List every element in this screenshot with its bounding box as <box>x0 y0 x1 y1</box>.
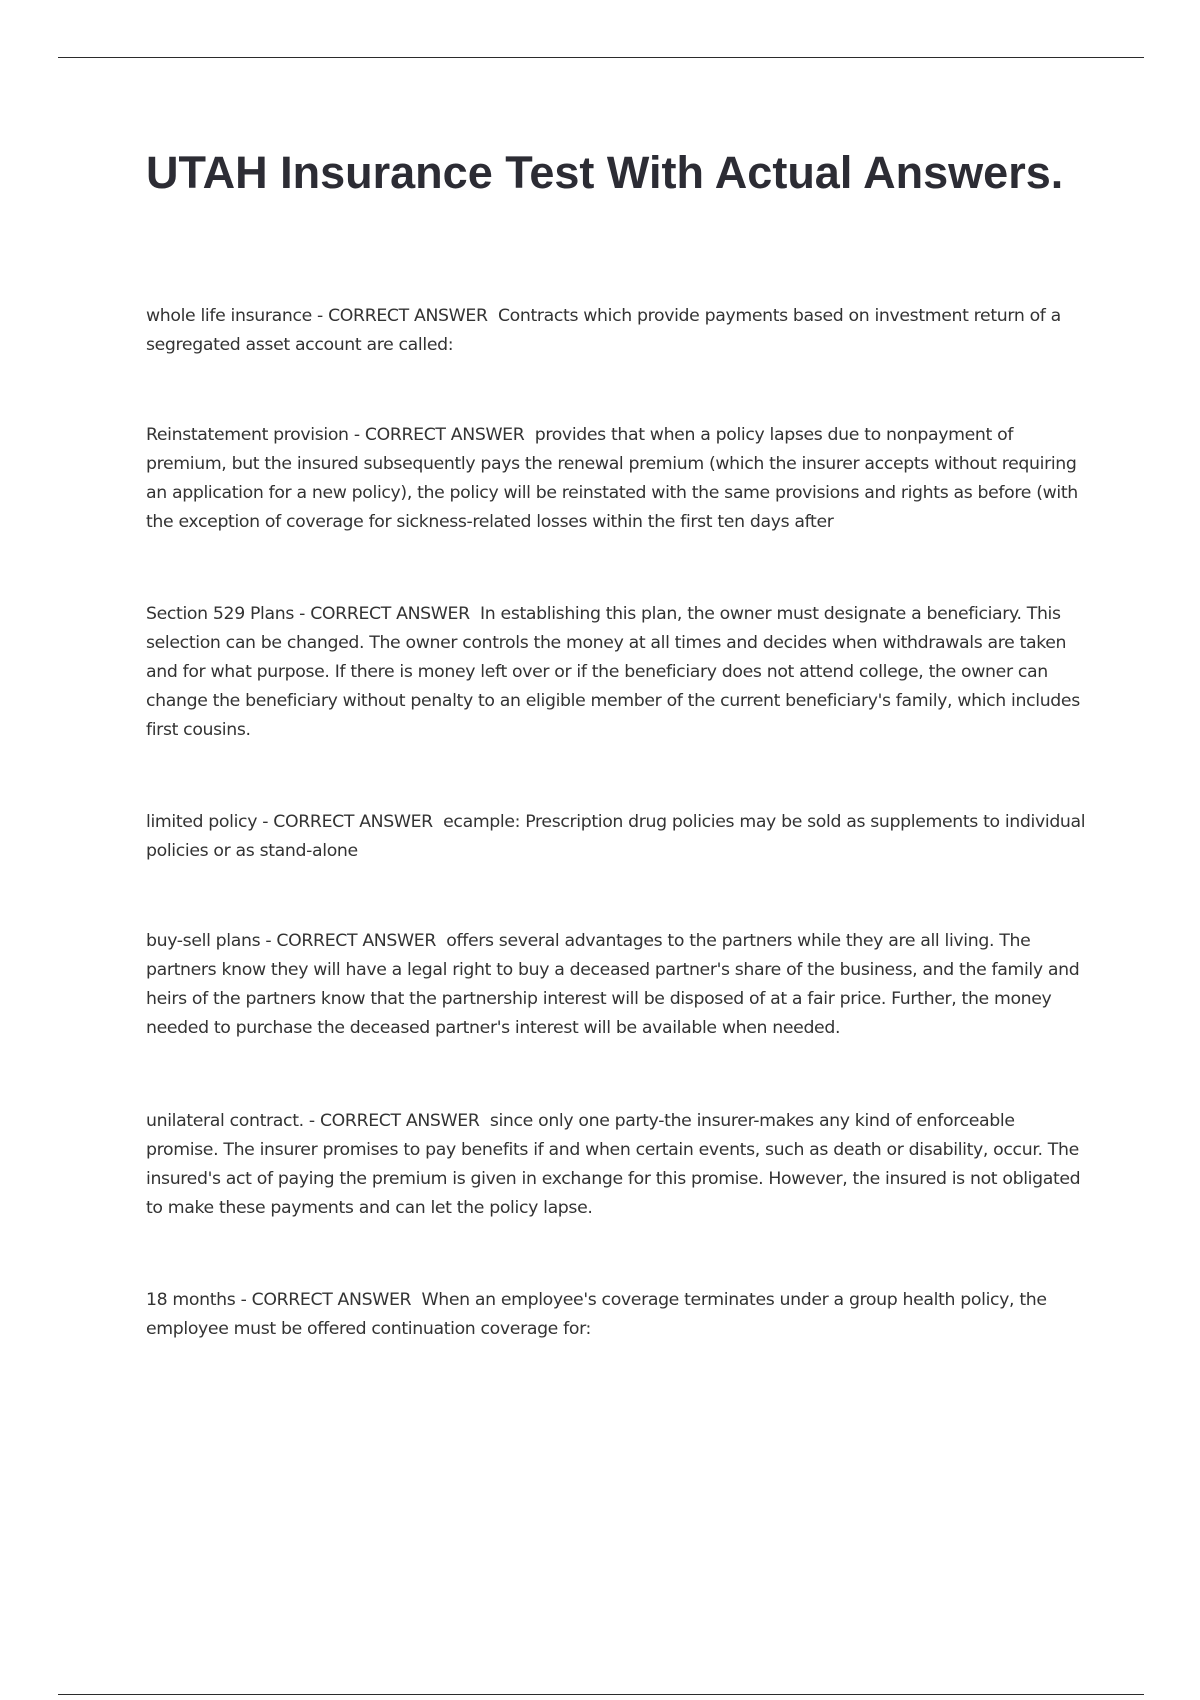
qa-item-reinstatement <box>146 421 1091 537</box>
qa-answer-label: CORRECT ANSWER <box>328 306 488 326</box>
qa-term: Section 529 Plans <box>146 604 294 624</box>
qa-term: limited policy <box>146 812 258 832</box>
qa-term: whole life insurance <box>146 306 312 326</box>
qa-answer: In establishing this plan, the owner must designate a beneficiary. This selection can be changed. The owner controls the money at all times and decides when withdrawals are taken and for what purpose. If there is money left over or if the beneficiary does not attend college, the owner can change the beneficiary without penalty to an eligible member of the current beneficiary's family, which includes first cousins. <box>146 604 1080 740</box>
qa-item-limited-policy <box>146 808 1091 866</box>
qa-item-whole-life <box>146 302 1091 360</box>
qa-separator: - <box>348 425 365 445</box>
qa-answer: When an employee's coverage terminates under a group health policy, the employee must be offered continuation coverage for: <box>146 1290 1047 1339</box>
qa-item-section-529 <box>146 600 1091 745</box>
page-title: UTAH Insurance Test With Actual Answers. <box>146 147 1064 198</box>
qa-answer: ecample: Prescription drug policies may be sold as supplements to individual policies or as stand-alone <box>146 812 1086 861</box>
qa-term: Reinstatement provision <box>146 425 349 445</box>
qa-answer-label: CORRECT ANSWER <box>251 1290 412 1310</box>
bottom-rule <box>58 1694 1144 1695</box>
qa-item-18-months <box>146 1286 1091 1344</box>
qa-answer: since only one party-the insurer-makes any kind of enforceable promise. The insurer promises to pay benefits if and when certain events, such as death or disability, occur. The insured's act of paying the premium is given in exchange for this promise. However, the insured is not obligated to make these payments and can let the policy lapse. <box>146 1111 1081 1218</box>
qa-answer: offers several advantages to the partners while they are all living. The partners know they will have a legal right to buy a deceased partner's share of the business, and the family and heirs of the partners know that the partnership interest will be disposed of at a fair price. Further, the money needed to purchase the deceased partner's interest will be available when needed. <box>146 931 1080 1038</box>
qa-item-buy-sell <box>146 927 1091 1043</box>
qa-answer-label: CORRECT ANSWER <box>276 931 436 951</box>
qa-term: 18 months <box>146 1290 236 1310</box>
qa-term: unilateral contract. <box>146 1111 304 1131</box>
qa-separator: - <box>294 604 311 624</box>
qa-separator: - <box>235 1290 252 1310</box>
qa-answer-label: CORRECT ANSWER <box>310 604 470 624</box>
qa-term: buy-sell plans <box>146 931 261 951</box>
top-rule <box>58 57 1144 58</box>
qa-answer-label: CORRECT ANSWER <box>319 1111 480 1131</box>
qa-separator: - <box>303 1111 320 1131</box>
qa-answer: provides that when a policy lapses due to nonpayment of premium, but the insured subsequently pays the renewal premium (which the insurer accepts without requiring an application for a new policy), the policy will be reinstated with the same provisions and rights as before (with the exception of coverage for sickness-related losses within the first ten days after <box>146 425 1078 532</box>
qa-answer-label: CORRECT ANSWER <box>273 812 433 832</box>
qa-separator: - <box>311 306 329 326</box>
qa-answer-label: CORRECT ANSWER <box>364 425 525 445</box>
qa-item-unilateral-contract <box>146 1107 1091 1223</box>
qa-separator: - <box>257 812 274 832</box>
qa-separator: - <box>260 931 277 951</box>
qa-answer: Contracts which provide payments based on investment return of a segregated asset account are called: <box>146 306 1061 355</box>
